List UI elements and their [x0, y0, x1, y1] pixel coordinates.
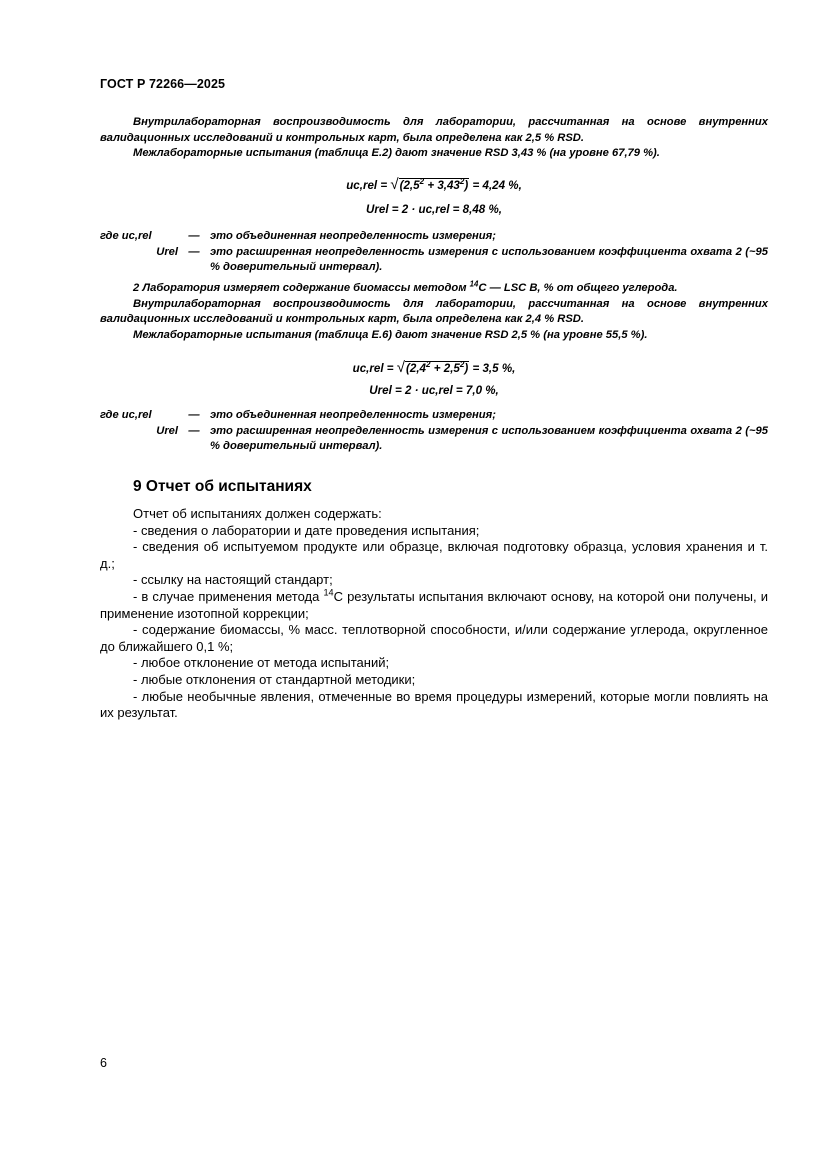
- list-item: - любое отклонение от метода испытаний;: [133, 655, 390, 671]
- report-contents: [100, 506, 768, 722]
- list-item: - сведения о лаборатории и дате проведения испытания;: [133, 522, 480, 538]
- note-block-2: [100, 281, 768, 343]
- formula-urel-2: Urel = 2 · uc,rel = 7,0 %,: [369, 384, 499, 397]
- paragraph-interlab-1: Межлабораторные испытания (таблица Е.2) дают значение RSD 3,43 % (на уровне 67,79 %).: [133, 147, 660, 159]
- list-item: - любые отклонения от стандартной методики;: [133, 671, 416, 687]
- formula-radicand-1: $(2,5^2 + 3,43^2)$: [399, 177, 469, 192]
- paragraph-reproducibility-1: Внутрилабораторная воспроизводимость для лаборатории, рассчитанная на основе внутренних валидационных исследований и контрольных карт, была определена как 2,5 % RSD.: [100, 116, 768, 144]
- definition-row: Urel — это расширенная неопределенность измерения с использованием коэффициента охвата 2 (~95 % доверительный интервал).: [156, 245, 768, 273]
- sqrt-sign-icon: √: [396, 359, 406, 376]
- definition-row: где uc,rel — это объединенная неопределенность измерения;: [100, 230, 496, 242]
- definitions-1: [100, 229, 768, 276]
- definition-row: Urel — это расширенная неопределенность измерения с использованием коэффициента охвата 2 (~95 % доверительный интервал).: [156, 424, 768, 452]
- list-item: - сведения об испытуемом продукте или образце, включая подготовку образца, условия хранения и т. д.;: [100, 539, 768, 571]
- page-number: 6: [100, 1056, 107, 1070]
- paragraph-lsc-method: 2 Лаборатория измеряет содержание биомассы методом $^{14}$C — LSC B, % от общего углерода.: [133, 279, 678, 294]
- paragraph-interlab-2: Межлабораторные испытания (таблица Е.6) дают значение RSD 2,5 % (на уровне 55,5 %).: [133, 328, 648, 341]
- formula-uc-rel-2: $uc,rel = √(2,4^2 + 2,5^2) = 3,5$ %,: [352, 359, 516, 376]
- definition-row: где uc,rel — это объединенная неопределенность измерения;: [100, 409, 496, 421]
- report-intro: Отчет об испытаниях должен содержать:: [133, 506, 382, 521]
- note-block-1: [100, 115, 768, 162]
- document-header: ГОСТ Р 72266—2025: [100, 77, 226, 91]
- definitions-2: [100, 408, 768, 455]
- list-item: - любые необычные явления, отмеченные во время процедуры измерений, которые могли повлиять на их результат.: [100, 688, 768, 721]
- list-item: - содержание биомассы, % масс. теплотворной способности, и/или содержание углерода, округленное до ближайшего 0,1 %;: [100, 622, 768, 654]
- formula-uc-rel-1: $uc,rel = √(2,5^2 + 3,43^2) = 4,24$ %,: [346, 176, 522, 193]
- section-title: 9 Отчет об испытаниях: [133, 478, 312, 495]
- formula-urel-1: Urel = 2 · uc,rel = 8,48 %,: [366, 203, 502, 216]
- formula-radicand-2: $(2,4^2 + 2,5^2)$: [406, 360, 469, 375]
- paragraph-reproducibility-2: Внутрилабораторная воспроизводимость для лаборатории, рассчитанная на основе внутренних валидационных исследований и контрольных карт, была определена как 2,4 % RSD.: [100, 297, 768, 325]
- list-item: - ссылку на настоящий стандарт;: [133, 572, 333, 588]
- sqrt-sign-icon: √: [390, 176, 399, 193]
- list-item: - в случае применения метода $^{14}$C результаты испытания включают основу, на которой они получены, и применение изотопной коррекции;: [100, 587, 768, 621]
